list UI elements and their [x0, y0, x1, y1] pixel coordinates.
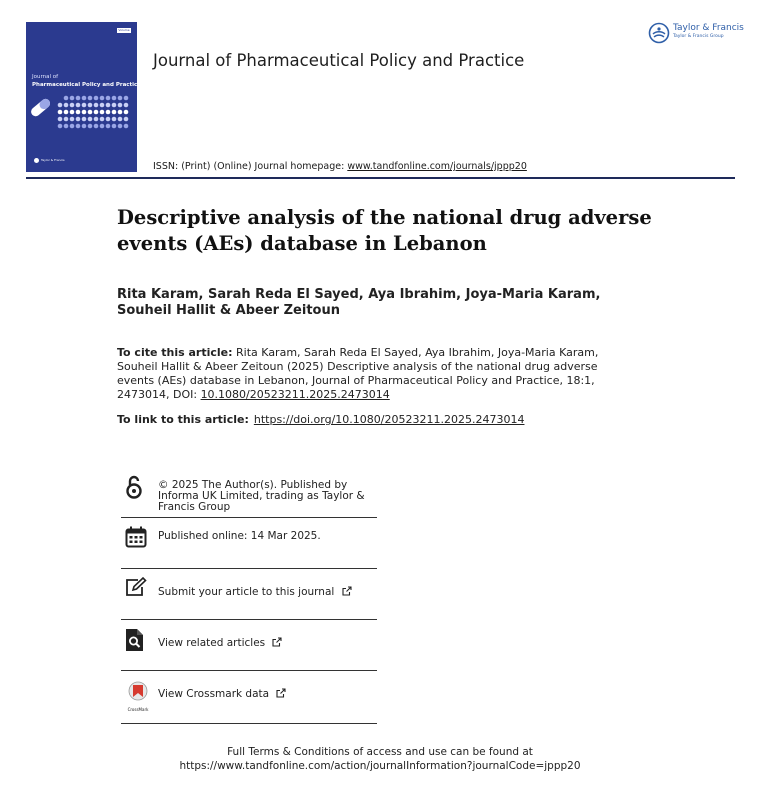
journal-homepage-link[interactable]: www.tandfonline.com/journals/jppp20 [347, 161, 527, 172]
published-date: Published online: 14 Mar 2025. [158, 530, 321, 542]
crossmark-row[interactable] [121, 671, 377, 724]
cite-doi-link[interactable]: 10.1080/20523211.2025.2473014 [200, 388, 390, 401]
article-doi-link[interactable]: https://doi.org/10.1080/20523211.2025.2473014 [253, 413, 525, 426]
related-articles-row[interactable] [121, 620, 377, 671]
cover-publisher-mark: Taylor & Francis [34, 158, 74, 164]
edit-icon [125, 577, 147, 597]
publisher-name: Taylor & Francis [673, 23, 744, 33]
crossmark-link[interactable]: View Crossmark data [158, 688, 380, 700]
cover-publisher-icon [34, 158, 39, 163]
document-search-icon [125, 628, 145, 652]
cite-label: To cite this article: [117, 346, 233, 359]
header-divider [26, 177, 735, 179]
submit-article-link[interactable]: Submit your article to this journal [158, 586, 380, 598]
open-access-row [121, 470, 377, 518]
terms-text: Full Terms & Conditions of access and use can be found at [227, 746, 533, 758]
cover-title-line2: Pharmaceutical Policy and Practice [32, 82, 142, 88]
cover-pill-graphic [26, 92, 137, 142]
publisher-subtitle: Taylor & Francis Group [673, 34, 724, 39]
published-row [121, 518, 377, 569]
terms-footer [0, 745, 760, 773]
related-articles-link[interactable]: View related articles [158, 637, 380, 649]
issn-line [153, 161, 527, 172]
link-label: To link to this article: [117, 413, 249, 426]
cite-text: Rita Karam, Sarah Reda El Sayed, Aya Ibrahim, Joya-Maria Karam, Souheil Hallit & Abeer Zeitoun (2025) Descriptive analysis of the national drug adverse events (AEs) database in Lebanon, Journal of Pharmaceutical Policy and Practice, 18:1, 2473014, DOI: [117, 346, 599, 401]
cover-title-line1: Journal of [32, 74, 59, 80]
submit-article-row[interactable] [121, 569, 377, 620]
journal-name: Journal of Pharmaceutical Policy and Practice [153, 51, 525, 70]
citation-block [117, 346, 637, 402]
calendar-icon [125, 526, 147, 548]
article-link-line [117, 413, 524, 426]
external-link-icon [272, 637, 282, 647]
open-access-icon [125, 474, 143, 500]
journal-cover [26, 22, 142, 172]
external-link-icon [342, 586, 352, 596]
article-authors: Rita Karam, Sarah Reda El Sayed, Aya Ibrahim, Joya-Maria Karam, Souheil Hallit & Abeer Zeitoun [117, 287, 601, 318]
issn-text: ISSN: (Print) (Online) Journal homepage: [153, 161, 348, 172]
publisher-logo[interactable] [648, 22, 744, 44]
crossmark-logo [125, 681, 151, 712]
crossmark-logo-text: CrossMark [127, 707, 149, 712]
open-access-text: © 2025 The Author(s). Published by Informa UK Limited, trading as Taylor & Francis Group [158, 479, 365, 513]
article-title: Descriptive analysis of the national drug adverse events (AEs) database in Lebanon [117, 206, 652, 255]
cover-volume-badge: Volume 17 [118, 28, 130, 37]
external-link-icon [276, 688, 286, 698]
crossmark-icon [125, 681, 151, 703]
info-divider [121, 723, 377, 724]
terms-url[interactable]: https://www.tandfonline.com/action/journalInformation?journalCode=jppp20 [179, 760, 581, 772]
taylor-francis-logo-icon [648, 22, 670, 44]
